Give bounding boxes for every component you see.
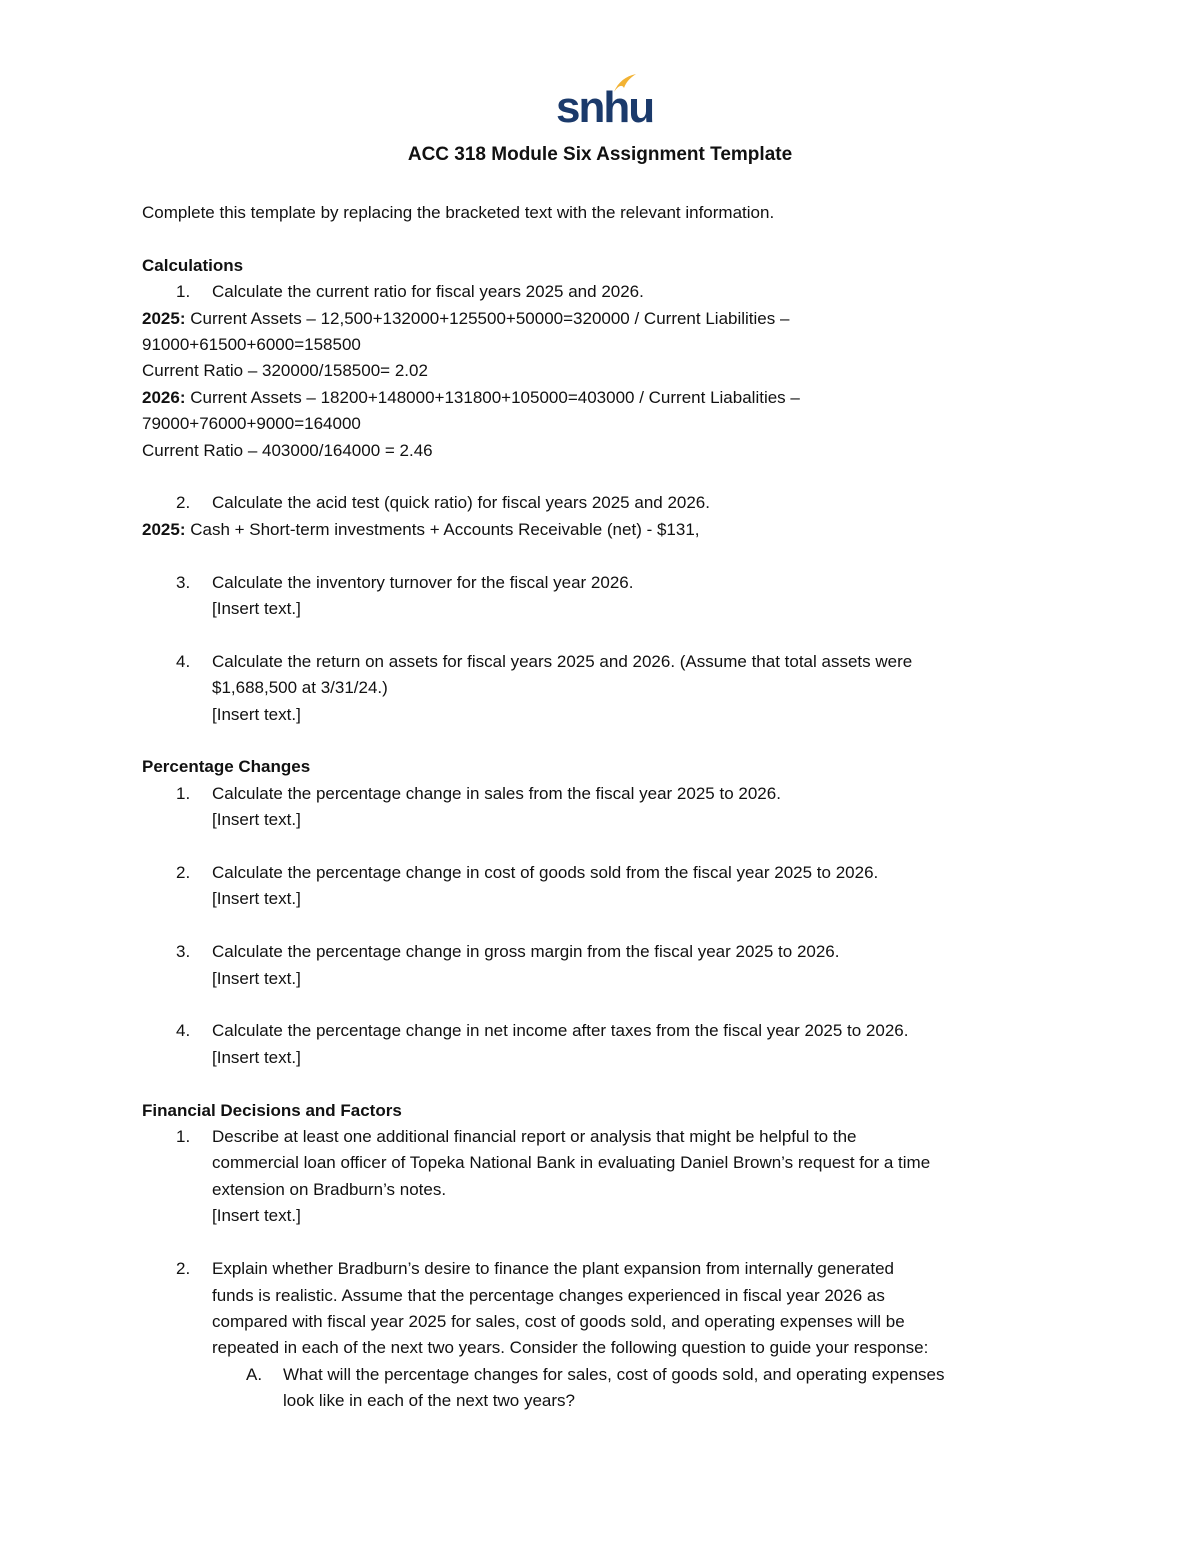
snhu-logo (556, 72, 654, 132)
item-number: 1. (176, 783, 191, 803)
item-text: Calculate the inventory turnover for the fiscal year 2026. (212, 572, 634, 592)
intro-text: Complete this template by replacing the bracketed text with the relevant information. (142, 203, 775, 222)
logo-wordmark: snhu (556, 83, 654, 132)
answer-placeholder: [Insert text.] (212, 1206, 301, 1226)
answer-placeholder: [Insert text.] (212, 810, 301, 830)
item-text: Explain whether Bradburn’s desire to finance the plant expansion from internally generated (212, 1259, 894, 1279)
item-number: 3. (176, 572, 191, 592)
answer-placeholder: [Insert text.] (212, 599, 301, 619)
answer-placeholder: [Insert text.] (212, 968, 301, 988)
item-text: look like in each of the next two years? (283, 1391, 575, 1411)
item-text: Calculate the return on assets for fiscal years 2025 and 2026. (Assume that total assets were (212, 651, 913, 671)
item-text: $1,688,500 at 3/31/24.) (212, 678, 388, 698)
item-text: extension on Bradburn’s notes. (212, 1179, 447, 1199)
answer-line (142, 517, 1062, 543)
list-item (142, 490, 1062, 516)
list-item (142, 1256, 1062, 1282)
year-label: 2025: (142, 519, 186, 539)
list-item (142, 939, 1062, 965)
item-number: 1. (176, 282, 191, 302)
item-text: funds is realistic. Assume that the percentage changes experienced in fiscal year 2026 as (212, 1285, 885, 1305)
list-item (142, 1124, 1062, 1150)
item-number: 3. (176, 942, 191, 962)
item-letter: A. (246, 1364, 263, 1384)
answer-placeholder: [Insert text.] (212, 889, 301, 909)
answer-2025-line (142, 306, 1062, 332)
list-item (142, 279, 1062, 305)
list-item (142, 860, 1062, 886)
document-body (142, 200, 1062, 1415)
financial-heading: Financial Decisions and Factors (142, 1100, 402, 1120)
item-number: 4. (176, 651, 191, 671)
answer-2026-line (142, 385, 1062, 411)
flame-icon (612, 72, 638, 94)
list-item (142, 1018, 1062, 1044)
item-text: Calculate the percentage change in net income after taxes from the fiscal year 2025 to 2026. (212, 1021, 909, 1041)
answer-placeholder: [Insert text.] (212, 704, 301, 724)
answer-placeholder: [Insert text.] (212, 1047, 301, 1067)
list-item (142, 781, 1062, 807)
item-text: Calculate the percentage change in gross margin from the fiscal year 2025 to 2026. (212, 942, 840, 962)
item-text: Calculate the acid test (quick ratio) for fiscal years 2025 and 2026. (212, 493, 710, 513)
item-text: compared with fiscal year 2025 for sales, cost of goods sold, and operating expenses will be (212, 1311, 905, 1331)
answer-text: Current Assets – 18200+148000+131800+105000=403000 / Current Liabalities – (185, 387, 800, 407)
list-item (142, 570, 1062, 596)
answer-text: Current Ratio – 320000/158500= 2.02 (142, 361, 428, 381)
item-number: 2. (176, 1259, 191, 1279)
item-text: Describe at least one additional financial report or analysis that might be helpful to the (212, 1127, 857, 1147)
percentage-heading: Percentage Changes (142, 757, 311, 777)
answer-text: Current Assets – 12,500+132000+125500+50000=320000 / Current Liabilities – (185, 308, 790, 328)
item-number: 2. (176, 493, 191, 513)
answer-text: Current Ratio – 403000/164000 = 2.46 (142, 440, 433, 460)
item-text: What will the percentage changes for sales, cost of goods sold, and operating expenses (283, 1364, 945, 1384)
item-number: 4. (176, 1021, 191, 1041)
year-label: 2026: (142, 387, 186, 407)
answer-text: Cash + Short-term investments + Accounts Receivable (net) - $131, (185, 519, 700, 539)
answer-text: 79000+76000+9000=164000 (142, 414, 361, 434)
sub-list-item (142, 1362, 1062, 1388)
calculations-heading: Calculations (142, 255, 244, 275)
item-text: commercial loan officer of Topeka National Bank in evaluating Daniel Brown’s request for a time (212, 1153, 931, 1173)
year-label: 2025: (142, 308, 186, 328)
item-text: Calculate the current ratio for fiscal years 2025 and 2026. (212, 282, 644, 302)
item-number: 1. (176, 1127, 191, 1147)
item-text: repeated in each of the next two years. Consider the following question to guide your response: (212, 1338, 929, 1358)
list-item (142, 649, 1062, 675)
item-text: Calculate the percentage change in cost of goods sold from the fiscal year 2025 to 2026. (212, 863, 879, 883)
item-number: 2. (176, 863, 191, 883)
item-text: Calculate the percentage change in sales from the fiscal year 2025 to 2026. (212, 783, 781, 803)
document-title: ACC 318 Module Six Assignment Template (407, 144, 793, 165)
answer-text: 91000+61500+6000=158500 (142, 335, 361, 355)
